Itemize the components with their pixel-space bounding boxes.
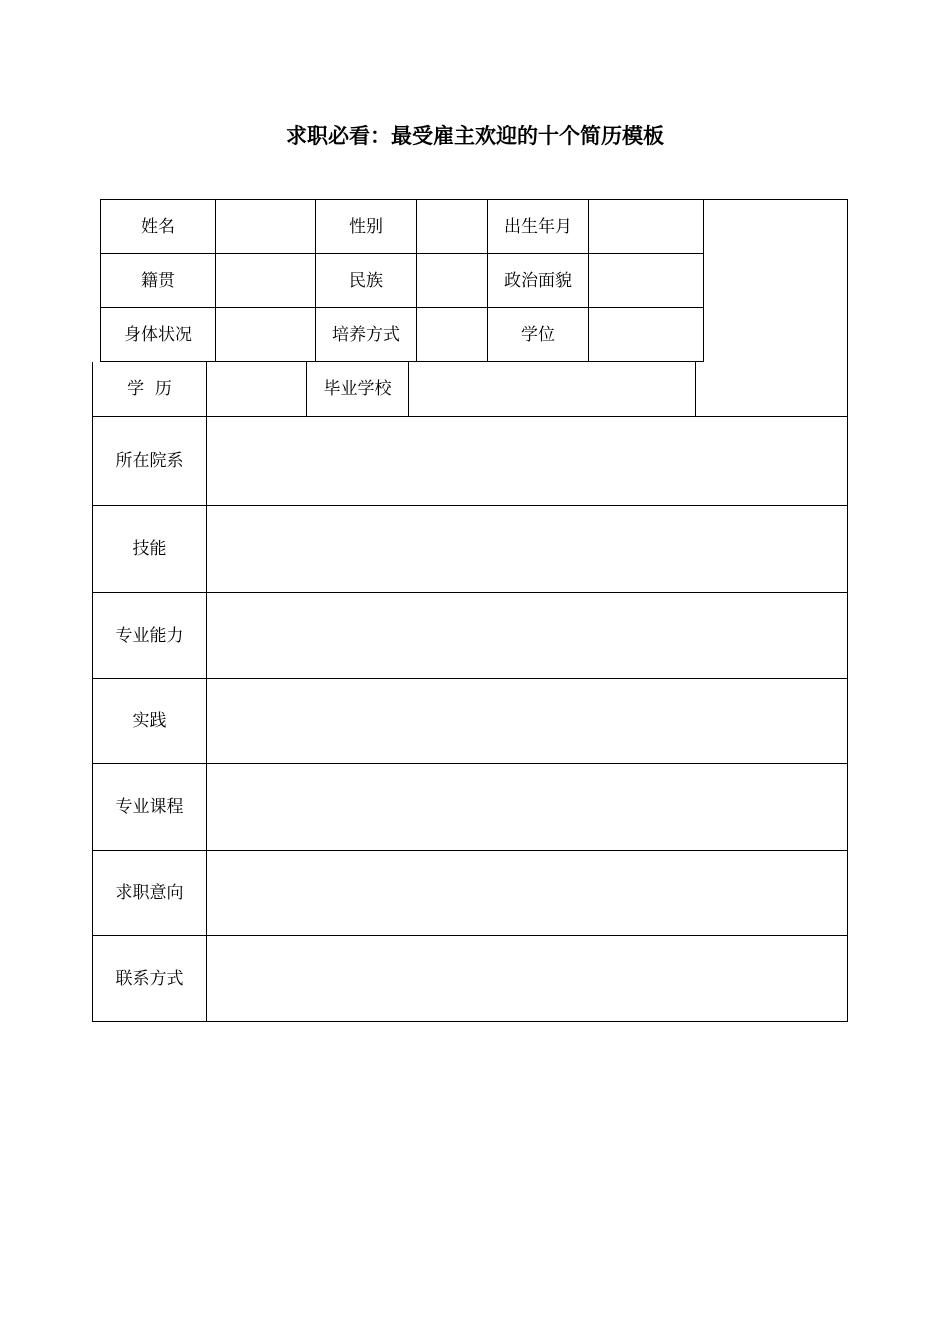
photo-area[interactable] <box>704 200 847 416</box>
table-border <box>92 1021 848 1022</box>
gender-value[interactable] <box>417 200 487 253</box>
birth-value[interactable] <box>589 200 703 253</box>
degree-value[interactable] <box>589 308 703 361</box>
political-status-label: 政治面貌 <box>504 270 572 291</box>
department-label: 所在院系 <box>115 451 184 471</box>
education-label: 学 历 <box>127 379 172 399</box>
birth-label: 出生年月 <box>504 216 572 237</box>
training-mode-value[interactable] <box>417 308 487 361</box>
graduated-school-value[interactable] <box>409 362 695 416</box>
skills-value[interactable] <box>207 506 847 592</box>
job-intention-label: 求职意向 <box>115 883 184 903</box>
name-value[interactable] <box>216 200 315 253</box>
training-mode-label: 培养方式 <box>332 324 400 345</box>
professional-ability-label: 专业能力 <box>115 625 184 646</box>
courses-label: 专业课程 <box>115 797 184 817</box>
education-value[interactable] <box>207 362 306 416</box>
degree-label: 学位 <box>521 324 555 345</box>
table-border <box>695 362 696 416</box>
courses-value[interactable] <box>207 764 847 850</box>
page-title: 求职必看：最受雇主欢迎的十个简历模板 <box>286 123 664 148</box>
practice-value[interactable] <box>207 679 847 763</box>
table-border <box>847 199 848 1022</box>
contact-value[interactable] <box>207 936 847 1021</box>
practice-label: 实践 <box>132 711 167 731</box>
native-place-value[interactable] <box>216 254 315 307</box>
health-value[interactable] <box>216 308 315 361</box>
contact-label: 联系方式 <box>115 968 184 989</box>
graduated-school-label: 毕业学校 <box>323 379 392 399</box>
gender-label: 性别 <box>349 216 383 237</box>
ethnicity-value[interactable] <box>417 254 487 307</box>
health-label: 身体状况 <box>124 324 192 345</box>
department-value[interactable] <box>207 417 847 505</box>
skills-label: 技能 <box>132 539 167 559</box>
political-status-value[interactable] <box>589 254 703 307</box>
job-intention-value[interactable] <box>207 851 847 935</box>
native-place-label: 籍贯 <box>141 270 175 291</box>
name-label: 姓名 <box>141 216 175 237</box>
professional-ability-value[interactable] <box>207 593 847 678</box>
ethnicity-label: 民族 <box>349 270 383 291</box>
